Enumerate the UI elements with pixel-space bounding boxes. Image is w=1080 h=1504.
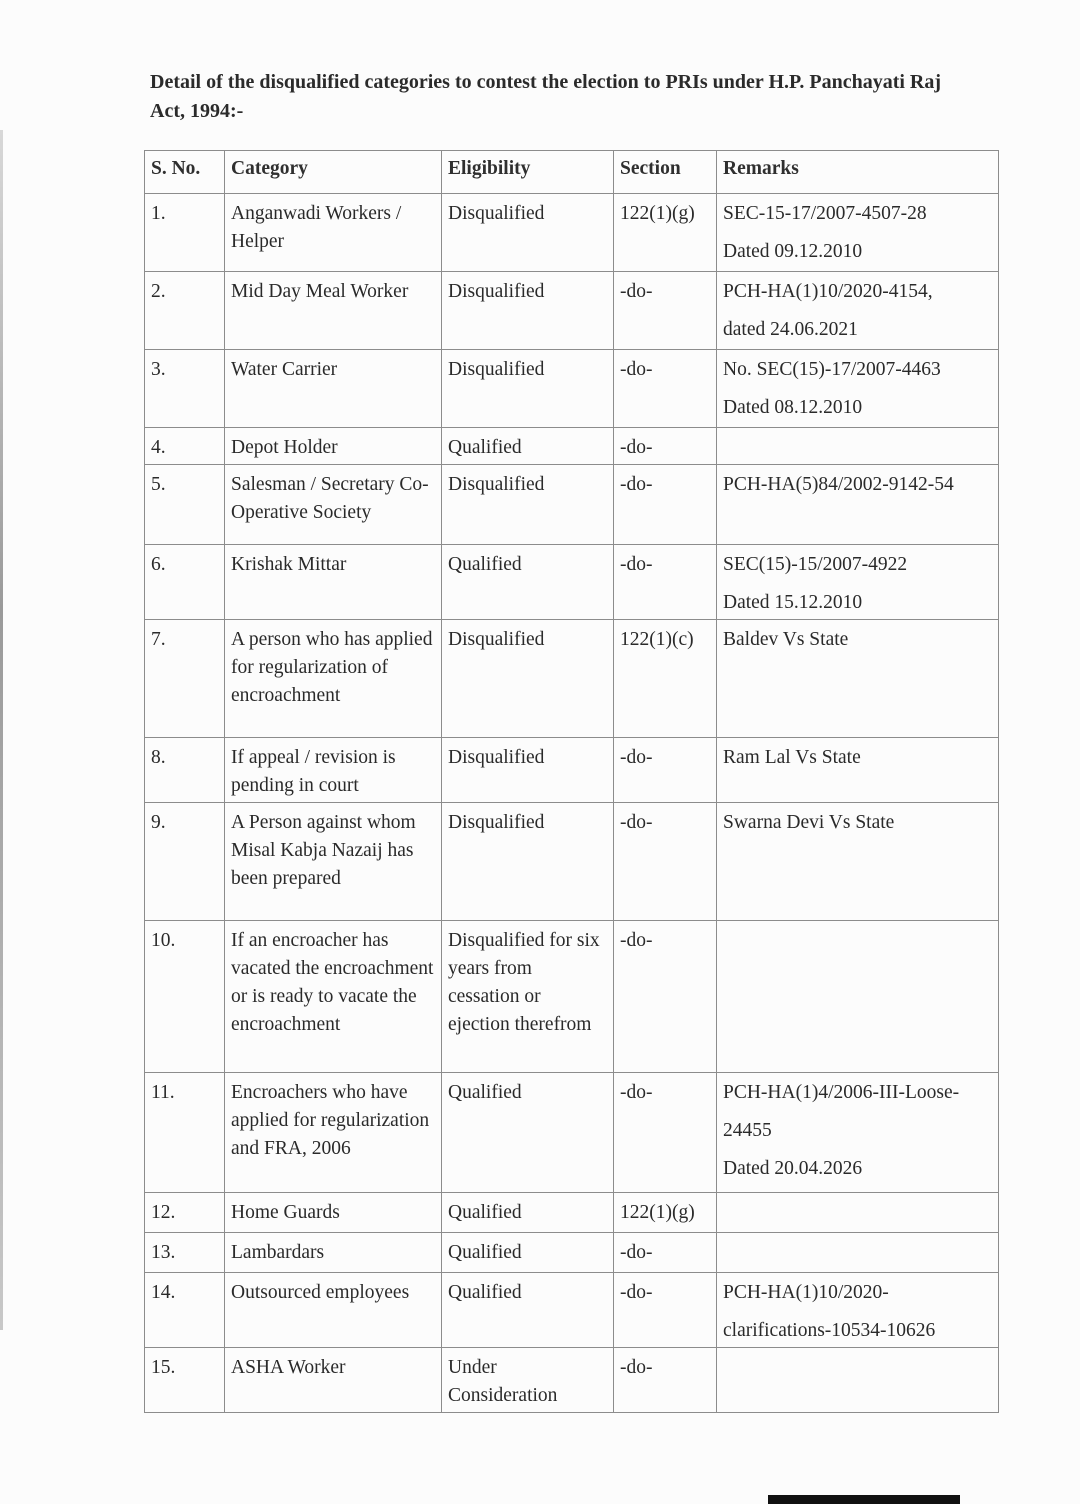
row-sno: 12. <box>145 1193 225 1233</box>
remarks-line: SEC(15)-15/2007-4922 <box>723 554 908 575</box>
row-eligibility: Disqualified <box>442 272 614 350</box>
remarks-line: PCH-HA(1)10/2020- <box>723 1282 889 1303</box>
row-eligibility: Qualified <box>442 1073 614 1193</box>
header-sno: S. No. <box>145 151 225 194</box>
header-category: Category <box>225 151 442 194</box>
remarks-line: Dated 15.12.2010 <box>723 592 863 613</box>
categories-table <box>144 150 999 1413</box>
row-remarks <box>717 803 999 921</box>
row-sno: 11. <box>145 1073 225 1193</box>
row-remarks <box>717 272 999 350</box>
row-eligibility: Disqualified <box>442 620 614 738</box>
row-sno: 5. <box>145 465 225 545</box>
document-title: Detail of the disqualified categories to contest the election to PRIs under H.P. Panchayati Raj Act, 1994:- <box>150 71 942 122</box>
row-section: -do- <box>614 428 717 465</box>
row-eligibility: Qualified <box>442 1193 614 1233</box>
row-section: 122(1)(g) <box>614 1193 717 1233</box>
row-sno: 2. <box>145 272 225 350</box>
row-sno: 13. <box>145 1233 225 1273</box>
row-section: -do- <box>614 738 717 803</box>
row-category: A person who has applied for regularization of encroachment <box>225 620 442 738</box>
remarks-line: clarifications-10534-10626 <box>723 1320 936 1341</box>
row-remarks <box>717 1233 999 1273</box>
row-remarks <box>717 194 999 272</box>
row-section: -do- <box>614 465 717 545</box>
row-category: Lambardars <box>225 1233 442 1273</box>
remarks-line: PCH-HA(1)10/2020-4154, <box>723 281 933 302</box>
remarks-line: No. SEC(15)-17/2007-4463 <box>723 359 941 380</box>
table-header-row <box>145 151 999 194</box>
row-category: A Person against whom Misal Kabja Nazaij has been prepared <box>225 803 442 921</box>
row-remarks <box>717 545 999 620</box>
row-eligibility: Disqualified <box>442 194 614 272</box>
row-remarks <box>717 921 999 1073</box>
row-category: Anganwadi Workers / Helper <box>225 194 442 272</box>
row-section: -do- <box>614 803 717 921</box>
row-eligibility: Disqualified <box>442 465 614 545</box>
row-remarks <box>717 1273 999 1348</box>
table-row <box>145 350 999 428</box>
remarks-line: Swarna Devi Vs State <box>723 812 895 833</box>
row-category: ASHA Worker <box>225 1348 442 1413</box>
row-category: Depot Holder <box>225 428 442 465</box>
row-category: Krishak Mittar <box>225 545 442 620</box>
row-remarks <box>717 350 999 428</box>
row-remarks <box>717 428 999 465</box>
table-row <box>145 620 999 738</box>
remarks-line: PCH-HA(1)4/2006-III-Loose- <box>723 1082 960 1103</box>
row-remarks <box>717 620 999 738</box>
row-section: -do- <box>614 272 717 350</box>
row-category: Encroachers who have applied for regularization and FRA, 2006 <box>225 1073 442 1193</box>
table-row <box>145 1193 999 1233</box>
remarks-line: Dated 09.12.2010 <box>723 241 863 262</box>
row-sno: 15. <box>145 1348 225 1413</box>
table-row <box>145 803 999 921</box>
row-category: Outsourced employees <box>225 1273 442 1348</box>
table-row <box>145 1233 999 1273</box>
table-row <box>145 738 999 803</box>
table-row <box>145 428 999 465</box>
row-eligibility: Disqualified <box>442 738 614 803</box>
row-eligibility: Qualified <box>442 428 614 465</box>
row-remarks <box>717 738 999 803</box>
row-sno: 7. <box>145 620 225 738</box>
remarks-line: Ram Lal Vs State <box>723 747 861 768</box>
row-section: -do- <box>614 350 717 428</box>
row-section: 122(1)(g) <box>614 194 717 272</box>
row-remarks <box>717 465 999 545</box>
row-eligibility: Qualified <box>442 1273 614 1348</box>
row-sno: 10. <box>145 921 225 1073</box>
row-sno: 8. <box>145 738 225 803</box>
remarks-line: SEC-15-17/2007-4507-28 <box>723 203 927 224</box>
remarks-line: PCH-HA(5)84/2002-9142-54 <box>723 474 954 495</box>
row-remarks <box>717 1073 999 1193</box>
remarks-line: Baldev Vs State <box>723 629 849 650</box>
row-sno: 6. <box>145 545 225 620</box>
row-section: -do- <box>614 1348 717 1413</box>
row-section: 122(1)(c) <box>614 620 717 738</box>
row-remarks <box>717 1348 999 1413</box>
row-eligibility: Disqualified <box>442 350 614 428</box>
header-section: Section <box>614 151 717 194</box>
row-category: Water Carrier <box>225 350 442 428</box>
row-section: -do- <box>614 1073 717 1193</box>
table-row <box>145 545 999 620</box>
row-sno: 9. <box>145 803 225 921</box>
row-sno: 3. <box>145 350 225 428</box>
row-eligibility: Qualified <box>442 545 614 620</box>
row-section: -do- <box>614 1273 717 1348</box>
table-row <box>145 1273 999 1348</box>
table-body <box>145 194 999 1413</box>
row-eligibility: Qualified <box>442 1233 614 1273</box>
row-section: -do- <box>614 545 717 620</box>
table-row <box>145 921 999 1073</box>
remarks-line: dated 24.06.2021 <box>723 319 858 340</box>
header-remarks: Remarks <box>717 151 999 194</box>
table-row <box>145 465 999 545</box>
row-category: If appeal / revision is pending in court <box>225 738 442 803</box>
row-eligibility: Under Consideration <box>442 1348 614 1413</box>
row-sno: 4. <box>145 428 225 465</box>
row-category: If an encroacher has vacated the encroachment or is ready to vacate the encroachment <box>225 921 442 1073</box>
footer-bar <box>768 1495 960 1504</box>
row-category: Salesman / Secretary Co-Operative Society <box>225 465 442 545</box>
remarks-line: 24455 <box>723 1120 772 1141</box>
row-sno: 14. <box>145 1273 225 1348</box>
remarks-line: Dated 20.04.2026 <box>723 1158 863 1179</box>
table-row <box>145 194 999 272</box>
header-eligibility: Eligibility <box>442 151 614 194</box>
row-eligibility: Disqualified for six years from cessation or ejection therefrom <box>442 921 614 1073</box>
row-section: -do- <box>614 921 717 1073</box>
remarks-line: Dated 08.12.2010 <box>723 397 863 418</box>
table-row <box>145 272 999 350</box>
row-section: -do- <box>614 1233 717 1273</box>
row-sno: 1. <box>145 194 225 272</box>
row-remarks <box>717 1193 999 1233</box>
table-row <box>145 1073 999 1193</box>
table-row <box>145 1348 999 1413</box>
scan-edge-shadow <box>0 130 3 1330</box>
row-eligibility: Disqualified <box>442 803 614 921</box>
row-category: Home Guards <box>225 1193 442 1233</box>
row-category: Mid Day Meal Worker <box>225 272 442 350</box>
